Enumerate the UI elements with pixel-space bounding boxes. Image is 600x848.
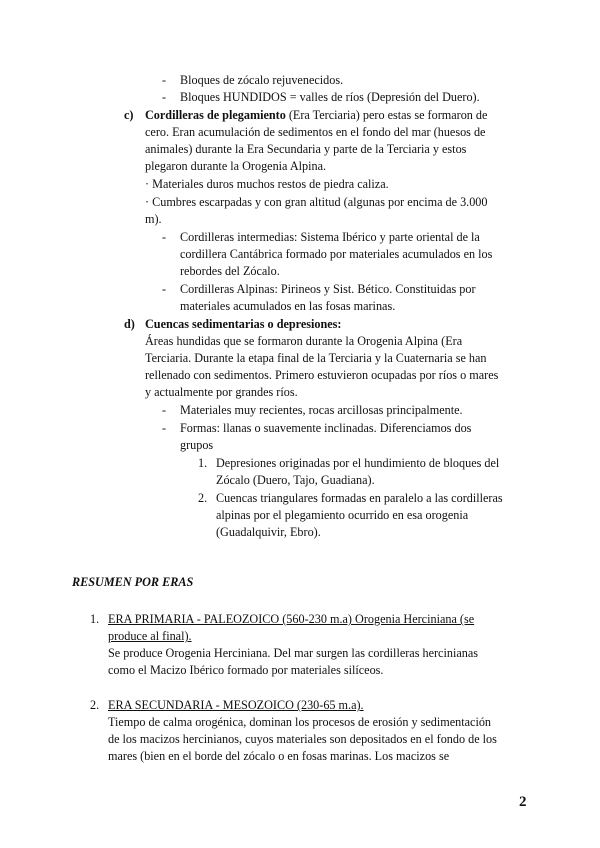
bullet-text: Materiales muy recientes, rocas arcillosas principalmente.	[180, 403, 463, 417]
era-title: ERA SECUNDARIA - MESOZOICO (230-65 m.a).	[108, 698, 364, 712]
bullet-text: Formas: llanas o suavemente inclinadas. Diferenciamos dos	[180, 421, 472, 435]
era-title: ERA PRIMARIA - PALEOZOICO (560-230 m.a) Orogenia Herciniana (se	[108, 612, 475, 626]
group-text: alpinas por el plegamiento ocurrido en esa orogenia	[216, 508, 469, 522]
section-d-letter: d)	[124, 317, 135, 331]
bullet-dash: -	[162, 230, 167, 244]
group-text: (Guadalquivir, Ebro).	[216, 525, 321, 539]
era-body-line: Se produce Orogenia Herciniana. Del mar surgen las cordilleras hercinianas	[108, 646, 478, 660]
group-text: Zócalo (Duero, Tajo, Guadiana).	[216, 473, 375, 487]
section-c-heading-line	[145, 107, 487, 123]
paragraph-line: Áreas hundidas que se formaron durante la Orogenia Alpina (Era	[145, 334, 463, 348]
era-body-line: como el Macizo Ibérico formado por materiales silíceos.	[108, 663, 384, 677]
era-title: produce al final).	[108, 629, 192, 643]
dot-item-continuation: m).	[145, 212, 162, 226]
section-c-heading-rest: (Era Terciaria) pero estas se formaron de	[285, 108, 488, 122]
section-d-heading: Cuencas sedimentarias o depresiones:	[145, 317, 342, 331]
group-text: Cuencas triangulares formadas en paralelo a las cordilleras	[216, 491, 503, 505]
bullet-text: Cordilleras Alpinas: Pirineos y Sist. Bético. Constituidas por	[180, 282, 476, 296]
bullet-text: Bloques de zócalo rejuvenecidos.	[180, 73, 344, 87]
dot-item: · Cumbres escarpadas y con gran altitud (algunas por encima de 3.000	[145, 195, 488, 209]
paragraph-line: plegaron durante la Orogenia Alpina.	[145, 159, 327, 173]
bullet-dash: -	[162, 90, 167, 104]
bullet-text: cordillera Cantábrica formado por materiales acumulados en los	[180, 247, 493, 261]
bullet-dash: -	[162, 282, 167, 296]
group-number: 1.	[198, 456, 208, 470]
section-c-letter: c)	[124, 108, 134, 122]
group-number: 2.	[198, 491, 208, 505]
page-number: 2	[519, 794, 527, 810]
paragraph-line: Terciaria. Durante la etapa final de la Terciaria y la Cuaternaria se han	[145, 351, 487, 365]
bullet-text: materiales acumulados en las fosas marinas.	[180, 299, 396, 313]
paragraph-line: y actualmente por grandes ríos.	[145, 385, 298, 399]
paragraph-line: animales) durante la Era Secundaria y parte de la Terciaria y estos	[145, 142, 467, 156]
era-body-line: mares (bien en el borde del zócalo o en fosas marinas. Los macizos se	[108, 749, 450, 763]
bullet-dash: -	[162, 403, 167, 417]
dot-item: · Materiales duros muchos restos de piedra caliza.	[145, 177, 389, 191]
bullet-text: rebordes del Zócalo.	[180, 264, 280, 278]
era-number: 1.	[90, 612, 100, 626]
bullet-dash: -	[162, 421, 167, 435]
era-body-line: Tiempo de calma orogénica, dominan los procesos de erosión y sedimentación	[108, 715, 492, 729]
bullet-text: grupos	[180, 438, 214, 452]
section-c-heading: Cordilleras de plegamiento	[145, 108, 286, 122]
bullet-dash: -	[162, 73, 167, 87]
paragraph-line: rellenado con sedimentos. Primero estuvieron ocupadas por ríos o mares	[145, 368, 499, 382]
bullet-text: Bloques HUNDIDOS = valles de ríos (Depresión del Duero).	[180, 90, 480, 104]
group-text: Depresiones originadas por el hundimiento de bloques del	[216, 456, 500, 470]
era-body-line: de los macizos hercinianos, cuyos materiales son depositados en el fondo de los	[108, 732, 497, 746]
bullet-text: Cordilleras intermedias: Sistema Ibérico y parte oriental de la	[180, 230, 480, 244]
paragraph-line: cero. Eran acumulación de sedimentos en el fondo del mar (huesos de	[145, 125, 486, 139]
resumen-title: RESUMEN POR ERAS	[72, 575, 194, 589]
era-number: 2.	[90, 698, 100, 712]
